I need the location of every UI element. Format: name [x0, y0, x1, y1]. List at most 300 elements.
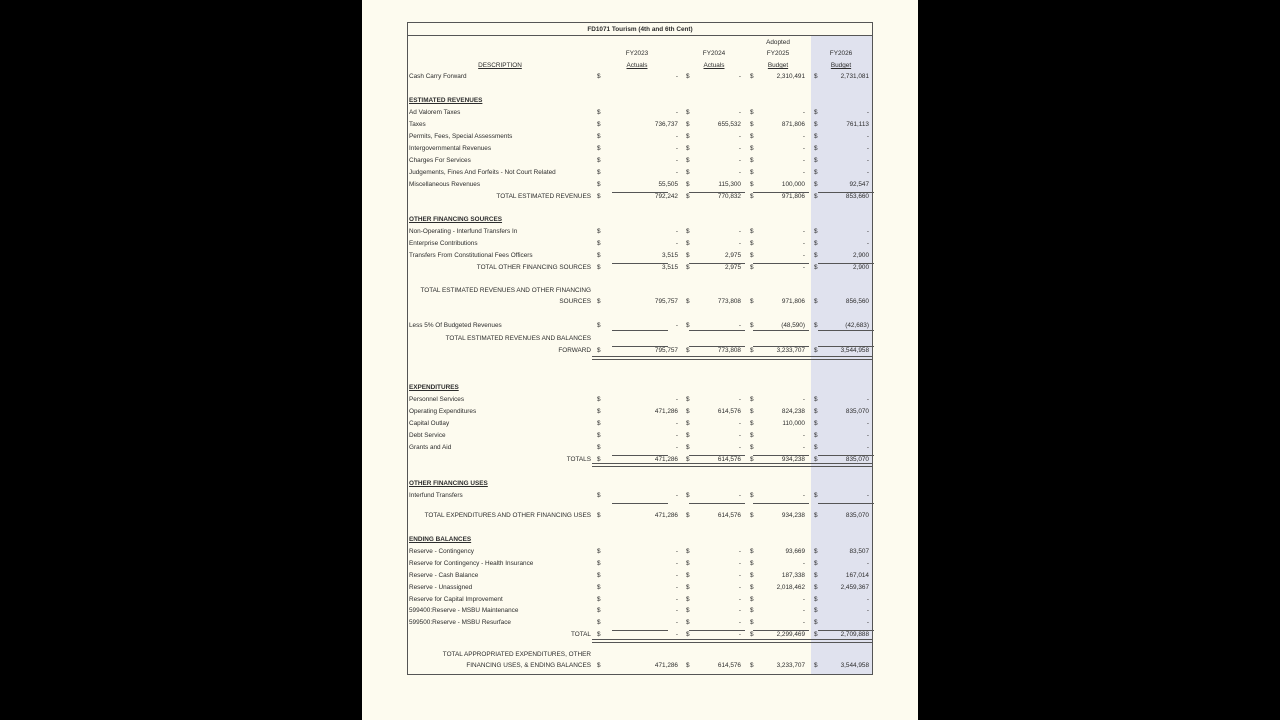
cell-value: 934,238: [781, 512, 805, 519]
cell-value: -: [802, 492, 805, 499]
cell-value: -: [675, 432, 678, 439]
row-label: Cash Carry Forward: [409, 73, 467, 80]
currency-symbol: $: [686, 145, 690, 152]
currency-symbol: $: [597, 444, 601, 451]
cell-value: 773,808: [717, 298, 741, 305]
section-heading: ENDING BALANCES: [409, 536, 472, 543]
row-label: 599400:Reserve - MSBU Maintenance: [409, 607, 519, 614]
cell-value: 2,975: [725, 264, 741, 271]
currency-symbol: $: [814, 584, 818, 591]
total-label: TOTAL OTHER FINANCING SOURCES: [476, 264, 591, 271]
currency-symbol: $: [814, 252, 818, 259]
cell-value: 187,338: [781, 572, 805, 579]
cell-value: 2,900: [853, 264, 869, 271]
row-label: Judgements, Fines And Forfeits - Not Court Related: [409, 169, 556, 176]
cell-value: -: [866, 607, 869, 614]
cell-value: 2,299,469: [776, 631, 805, 638]
currency-symbol: $: [686, 492, 690, 499]
cell-value: 853,660: [845, 193, 869, 200]
cell-value: -: [675, 420, 678, 427]
currency-symbol: $: [814, 145, 818, 152]
currency-symbol: $: [597, 607, 601, 614]
cell-value: -: [675, 322, 678, 329]
currency-symbol: $: [814, 492, 818, 499]
cell-value: 614,576: [717, 456, 741, 463]
currency-symbol: $: [814, 228, 818, 235]
cell-value: 614,576: [717, 408, 741, 415]
currency-symbol: $: [750, 584, 754, 591]
cell-value: 835,070: [845, 512, 869, 519]
double-rule: [592, 463, 872, 467]
currency-symbol: $: [686, 512, 690, 519]
currency-symbol: $: [597, 228, 601, 235]
total-label: TOTAL ESTIMATED REVENUES: [496, 193, 591, 200]
cell-value: (42,683): [845, 322, 869, 329]
cell-value: -: [675, 584, 678, 591]
currency-symbol: $: [686, 157, 690, 164]
cell-value: 471,286: [654, 456, 678, 463]
row-label: Miscellaneous Revenues: [409, 181, 481, 188]
sum-rule: [818, 503, 874, 504]
currency-symbol: $: [686, 169, 690, 176]
currency-symbol: $: [750, 145, 754, 152]
cell-value: -: [866, 133, 869, 140]
total-label: FORWARD: [558, 347, 591, 354]
cell-value: 736,737: [654, 121, 678, 128]
cell-value: -: [802, 157, 805, 164]
cell-value: -: [675, 240, 678, 247]
currency-symbol: $: [814, 109, 818, 116]
currency-symbol: $: [814, 298, 818, 305]
currency-symbol: $: [814, 193, 818, 200]
currency-symbol: $: [750, 169, 754, 176]
currency-symbol: $: [686, 252, 690, 259]
currency-symbol: $: [814, 121, 818, 128]
currency-symbol: $: [597, 584, 601, 591]
sum-rule: [689, 503, 745, 504]
cell-value: -: [738, 322, 741, 329]
cell-value: 835,070: [845, 408, 869, 415]
cell-value: -: [738, 145, 741, 152]
currency-symbol: $: [686, 109, 690, 116]
currency-symbol: $: [814, 408, 818, 415]
cell-value: -: [738, 492, 741, 499]
row-label: Personnel Services: [409, 396, 465, 403]
section-heading: ESTIMATED REVENUES: [409, 97, 483, 104]
currency-symbol: $: [597, 193, 601, 200]
currency-symbol: $: [814, 73, 818, 80]
currency-symbol: $: [597, 548, 601, 555]
currency-symbol: $: [597, 133, 601, 140]
cell-value: -: [866, 432, 869, 439]
currency-symbol: $: [686, 298, 690, 305]
cell-value: -: [802, 607, 805, 614]
sum-rule: [818, 455, 874, 456]
currency-symbol: $: [750, 456, 754, 463]
cell-value: -: [866, 228, 869, 235]
cell-value: -: [738, 240, 741, 247]
cell-value: -: [738, 432, 741, 439]
currency-symbol: $: [686, 456, 690, 463]
currency-symbol: $: [686, 548, 690, 555]
currency-symbol: $: [750, 228, 754, 235]
sum-rule: [818, 192, 874, 193]
cell-value: -: [738, 572, 741, 579]
cell-value: -: [675, 133, 678, 140]
cell-value: -: [738, 157, 741, 164]
row-label: Ad Valorem Taxes: [409, 109, 461, 116]
cell-value: -: [738, 631, 741, 638]
total-label: TOTAL ESTIMATED REVENUES AND BALANCES: [445, 335, 591, 342]
cell-value: -: [866, 596, 869, 603]
currency-symbol: $: [814, 133, 818, 140]
currency-symbol: $: [597, 240, 601, 247]
currency-symbol: $: [597, 145, 601, 152]
cell-value: -: [866, 240, 869, 247]
cell-value: -: [866, 169, 869, 176]
fy2026-header-label: Budget: [830, 62, 852, 69]
currency-symbol: $: [597, 596, 601, 603]
currency-symbol: $: [814, 347, 818, 354]
cell-value: -: [802, 619, 805, 626]
cell-value: 2,709,888: [840, 631, 869, 638]
row-label: Capital Outlay: [409, 420, 450, 427]
currency-symbol: $: [597, 157, 601, 164]
row-label: Reserve for Contingency - Health Insurance: [409, 560, 534, 567]
currency-symbol: $: [597, 322, 601, 329]
currency-symbol: $: [750, 548, 754, 555]
currency-symbol: $: [750, 596, 754, 603]
currency-symbol: $: [597, 73, 601, 80]
currency-symbol: $: [750, 396, 754, 403]
row-label: Reserve for Capital Improvement: [409, 596, 503, 603]
currency-symbol: $: [750, 181, 754, 188]
table-title: FD1071 Tourism (4th and 6th Cent): [587, 26, 693, 33]
currency-symbol: $: [814, 619, 818, 626]
total-label: FINANCING USES, & ENDING BALANCES: [466, 662, 591, 669]
sum-rule: [818, 330, 874, 331]
sum-rule: [612, 346, 668, 347]
currency-symbol: $: [750, 109, 754, 116]
sum-rule: [753, 330, 809, 331]
cell-value: 795,757: [654, 298, 678, 305]
sum-rule: [689, 330, 745, 331]
cell-value: -: [866, 444, 869, 451]
currency-symbol: $: [750, 121, 754, 128]
currency-symbol: $: [686, 596, 690, 603]
currency-symbol: $: [750, 631, 754, 638]
row-label: Grants and Aid: [409, 444, 452, 451]
cell-value: 93,669: [785, 548, 805, 555]
currency-symbol: $: [686, 607, 690, 614]
cell-value: -: [738, 596, 741, 603]
row-label: Reserve - Unassigned: [409, 584, 473, 591]
cell-value: 770,832: [717, 193, 741, 200]
row-label: Non-Operating - Interfund Transfers In: [409, 228, 518, 235]
currency-symbol: $: [750, 444, 754, 451]
cell-value: -: [675, 228, 678, 235]
currency-symbol: $: [686, 408, 690, 415]
cell-value: 655,532: [717, 121, 741, 128]
cell-value: 55,505: [658, 181, 678, 188]
currency-symbol: $: [597, 121, 601, 128]
cell-value: -: [802, 396, 805, 403]
currency-symbol: $: [686, 560, 690, 567]
cell-value: 3,233,707: [776, 662, 805, 669]
cell-value: 83,507: [849, 548, 869, 555]
cell-value: 792,242: [654, 193, 678, 200]
currency-symbol: $: [750, 133, 754, 140]
fy2026-header-year: FY2026: [829, 50, 853, 57]
title-rule: [408, 35, 872, 36]
row-label: Intergovernmental Revenues: [409, 145, 492, 152]
row-label: Reserve - Cash Balance: [409, 572, 479, 579]
sum-rule: [753, 263, 809, 264]
cell-value: -: [675, 548, 678, 555]
cell-value: -: [866, 109, 869, 116]
row-label: Taxes: [409, 121, 426, 128]
cell-value: 471,286: [654, 512, 678, 519]
row-label: Enterprise Contributions: [409, 240, 478, 247]
cell-value: 3,515: [662, 264, 678, 271]
total-label: TOTAL EXPENDITURES AND OTHER FINANCING USES: [424, 512, 591, 519]
cell-value: -: [866, 145, 869, 152]
cell-value: 2,731,081: [840, 73, 869, 80]
cell-value: 824,238: [781, 408, 805, 415]
cell-value: -: [675, 157, 678, 164]
currency-symbol: $: [750, 322, 754, 329]
cell-value: 971,806: [781, 298, 805, 305]
currency-symbol: $: [814, 512, 818, 519]
currency-symbol: $: [814, 631, 818, 638]
row-label: Permits, Fees, Special Assessments: [409, 133, 513, 140]
currency-symbol: $: [597, 662, 601, 669]
cell-value: -: [738, 133, 741, 140]
cell-value: 871,806: [781, 121, 805, 128]
currency-symbol: $: [597, 492, 601, 499]
currency-symbol: $: [750, 662, 754, 669]
cell-value: -: [738, 420, 741, 427]
currency-symbol: $: [686, 631, 690, 638]
row-label: Operating Expenditures: [409, 408, 477, 415]
currency-symbol: $: [597, 169, 601, 176]
cell-value: -: [675, 73, 678, 80]
row-label: Transfers From Constitutional Fees Officers: [409, 252, 533, 259]
currency-symbol: $: [686, 420, 690, 427]
currency-symbol: $: [750, 619, 754, 626]
currency-symbol: $: [750, 73, 754, 80]
cell-value: 471,286: [654, 408, 678, 415]
cell-value: 167,014: [845, 572, 869, 579]
cell-value: 110,000: [782, 420, 805, 427]
cell-value: 3,233,707: [776, 347, 805, 354]
currency-symbol: $: [814, 662, 818, 669]
total-label: TOTALS: [566, 456, 591, 463]
row-label: 599500:Reserve - MSBU Resurface: [409, 619, 511, 626]
cell-value: -: [675, 145, 678, 152]
sum-rule: [689, 630, 745, 631]
currency-symbol: $: [686, 584, 690, 591]
currency-symbol: $: [686, 121, 690, 128]
currency-symbol: $: [750, 252, 754, 259]
currency-symbol: $: [814, 607, 818, 614]
cell-value: 2,975: [725, 252, 741, 259]
sum-rule: [612, 263, 668, 264]
total-label: SOURCES: [559, 298, 591, 305]
cell-value: 100,000: [781, 181, 805, 188]
currency-symbol: $: [750, 347, 754, 354]
cell-value: -: [866, 560, 869, 567]
cell-value: 92,547: [849, 181, 869, 188]
cell-value: -: [675, 444, 678, 451]
currency-symbol: $: [597, 619, 601, 626]
cell-value: -: [675, 109, 678, 116]
section-heading: OTHER FINANCING SOURCES: [409, 216, 503, 223]
currency-symbol: $: [597, 347, 601, 354]
currency-symbol: $: [686, 662, 690, 669]
sum-rule: [818, 263, 874, 264]
sum-rule: [612, 503, 668, 504]
fy2025-header-adopted: Adopted: [766, 39, 790, 46]
sum-rule: [689, 455, 745, 456]
currency-symbol: $: [597, 572, 601, 579]
cell-value: -: [738, 228, 741, 235]
cell-value: -: [738, 444, 741, 451]
currency-symbol: $: [750, 512, 754, 519]
cell-value: 2,018,462: [776, 584, 805, 591]
currency-symbol: $: [597, 456, 601, 463]
currency-symbol: $: [686, 322, 690, 329]
currency-symbol: $: [597, 109, 601, 116]
cell-value: -: [738, 584, 741, 591]
cell-value: -: [738, 73, 741, 80]
currency-symbol: $: [597, 298, 601, 305]
cell-value: -: [802, 444, 805, 451]
fy2024-header-label: Actuals: [703, 62, 725, 69]
cell-value: (48,590): [781, 322, 805, 329]
cell-value: 2,900: [853, 252, 869, 259]
total-label: TOTAL: [570, 631, 591, 638]
double-rule: [592, 639, 872, 643]
currency-symbol: $: [814, 560, 818, 567]
cell-value: -: [802, 169, 805, 176]
currency-symbol: $: [597, 396, 601, 403]
currency-symbol: $: [597, 264, 601, 271]
sum-rule: [689, 263, 745, 264]
currency-symbol: $: [814, 396, 818, 403]
cell-value: 773,808: [717, 347, 741, 354]
cell-value: -: [675, 619, 678, 626]
currency-symbol: $: [750, 193, 754, 200]
currency-symbol: $: [750, 408, 754, 415]
row-label: Debt Service: [409, 432, 446, 439]
cell-value: -: [802, 252, 805, 259]
currency-symbol: $: [597, 631, 601, 638]
cell-value: 2,310,491: [776, 73, 805, 80]
currency-symbol: $: [814, 322, 818, 329]
currency-symbol: $: [686, 432, 690, 439]
cell-value: -: [802, 560, 805, 567]
cell-value: -: [802, 133, 805, 140]
currency-symbol: $: [597, 420, 601, 427]
currency-symbol: $: [686, 264, 690, 271]
currency-symbol: $: [814, 596, 818, 603]
description-header: DESCRIPTION: [478, 62, 522, 69]
currency-symbol: $: [814, 432, 818, 439]
sum-rule: [818, 630, 874, 631]
cell-value: -: [866, 396, 869, 403]
currency-symbol: $: [750, 298, 754, 305]
cell-value: -: [675, 572, 678, 579]
sum-rule: [689, 192, 745, 193]
fy2024-header-year: FY2024: [702, 50, 726, 57]
currency-symbol: $: [750, 264, 754, 271]
cell-value: -: [802, 596, 805, 603]
cell-value: -: [802, 228, 805, 235]
cell-value: -: [675, 607, 678, 614]
currency-symbol: $: [686, 444, 690, 451]
fy2025-header-year: FY2025: [766, 50, 790, 57]
cell-value: -: [866, 492, 869, 499]
cell-value: 934,238: [781, 456, 805, 463]
currency-symbol: $: [814, 157, 818, 164]
cell-value: 795,757: [654, 347, 678, 354]
currency-symbol: $: [814, 572, 818, 579]
currency-symbol: $: [686, 240, 690, 247]
cell-value: -: [738, 396, 741, 403]
currency-symbol: $: [597, 512, 601, 519]
section-heading: OTHER FINANCING USES: [409, 480, 488, 487]
sum-rule: [612, 455, 668, 456]
currency-symbol: $: [750, 240, 754, 247]
row-label: Charges For Services: [409, 157, 471, 164]
sum-rule: [612, 330, 668, 331]
cell-value: -: [802, 240, 805, 247]
cell-value: -: [802, 264, 805, 271]
currency-symbol: $: [814, 548, 818, 555]
sum-rule: [753, 503, 809, 504]
cell-value: 2,459,367: [840, 584, 869, 591]
cell-value: -: [866, 157, 869, 164]
currency-symbol: $: [686, 396, 690, 403]
cell-value: 761,113: [846, 121, 869, 128]
currency-symbol: $: [750, 572, 754, 579]
cell-value: -: [866, 420, 869, 427]
currency-symbol: $: [597, 560, 601, 567]
total-label: TOTAL APPROPRIATED EXPENDITURES, OTHER: [442, 651, 591, 658]
cell-value: 614,576: [717, 512, 741, 519]
currency-symbol: $: [814, 456, 818, 463]
cell-value: -: [738, 607, 741, 614]
fy2023-header-label: Actuals: [626, 62, 648, 69]
sum-rule: [612, 192, 668, 193]
currency-symbol: $: [814, 181, 818, 188]
currency-symbol: $: [686, 347, 690, 354]
sum-rule: [753, 630, 809, 631]
cell-value: -: [675, 396, 678, 403]
cell-value: -: [675, 169, 678, 176]
cell-value: 971,806: [781, 193, 805, 200]
cell-value: -: [802, 145, 805, 152]
cell-value: -: [738, 169, 741, 176]
currency-symbol: $: [750, 607, 754, 614]
cell-value: -: [675, 492, 678, 499]
currency-symbol: $: [686, 193, 690, 200]
currency-symbol: $: [814, 264, 818, 271]
cell-value: -: [675, 631, 678, 638]
currency-symbol: $: [814, 420, 818, 427]
sum-rule: [753, 346, 809, 347]
